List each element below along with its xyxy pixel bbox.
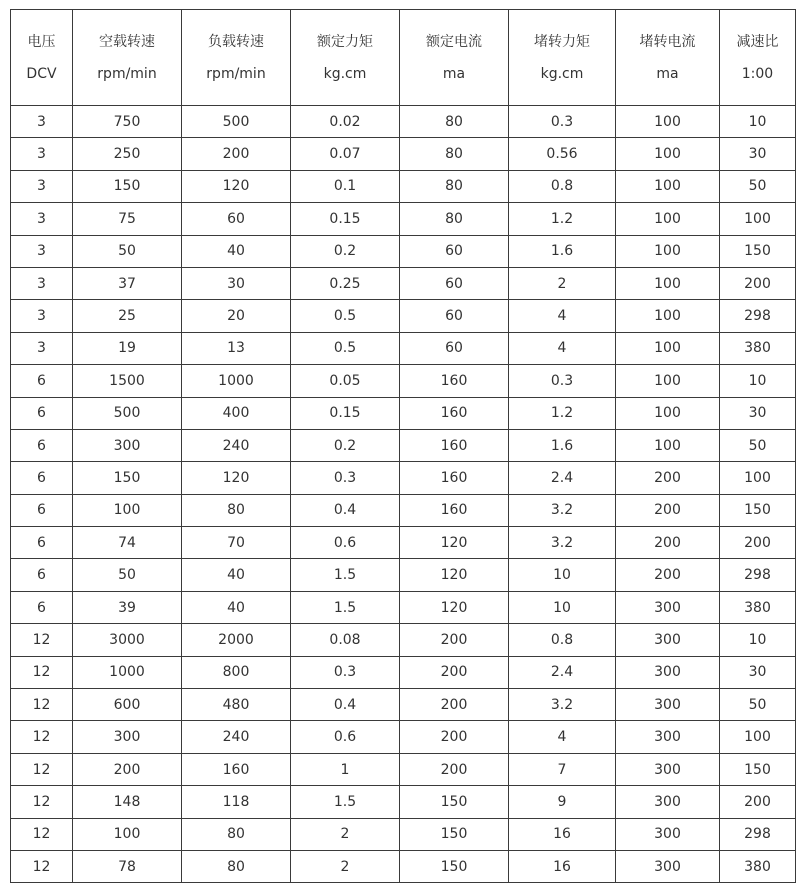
cell-no-load-speed: 1500 (73, 365, 182, 397)
cell-no-load-speed: 100 (73, 818, 182, 850)
cell-stall-torque: 3.2 (509, 494, 616, 526)
cell-rated-current: 160 (400, 365, 509, 397)
cell-stall-torque: 2.4 (509, 656, 616, 688)
cell-voltage: 3 (11, 300, 73, 332)
cell-reduction-ratio: 150 (720, 494, 796, 526)
cell-no-load-speed: 300 (73, 429, 182, 461)
cell-stall-torque: 3.2 (509, 689, 616, 721)
table-row (11, 721, 796, 753)
cell-rated-current: 160 (400, 397, 509, 429)
cell-load-speed: 400 (182, 397, 291, 429)
cell-no-load-speed: 150 (73, 170, 182, 202)
cell-rated-current: 150 (400, 786, 509, 818)
cell-load-speed: 13 (182, 332, 291, 364)
cell-no-load-speed: 100 (73, 494, 182, 526)
cell-rated-torque: 0.05 (291, 365, 400, 397)
cell-stall-current: 300 (616, 753, 720, 785)
cell-stall-current: 100 (616, 235, 720, 267)
cell-load-speed: 160 (182, 753, 291, 785)
cell-stall-current: 200 (616, 559, 720, 591)
cell-voltage: 6 (11, 429, 73, 461)
cell-voltage: 3 (11, 235, 73, 267)
cell-rated-current: 200 (400, 753, 509, 785)
cell-voltage: 12 (11, 721, 73, 753)
cell-voltage: 3 (11, 138, 73, 170)
cell-reduction-ratio: 298 (720, 300, 796, 332)
cell-stall-current: 100 (616, 332, 720, 364)
cell-load-speed: 60 (182, 203, 291, 235)
cell-reduction-ratio: 200 (720, 267, 796, 299)
cell-stall-torque: 16 (509, 818, 616, 850)
cell-reduction-ratio: 200 (720, 527, 796, 559)
cell-load-speed: 80 (182, 850, 291, 882)
cell-stall-torque: 10 (509, 559, 616, 591)
cell-reduction-ratio: 10 (720, 365, 796, 397)
cell-voltage: 6 (11, 397, 73, 429)
cell-rated-current: 200 (400, 689, 509, 721)
header-row (11, 10, 796, 106)
cell-load-speed: 80 (182, 818, 291, 850)
cell-stall-torque: 3.2 (509, 527, 616, 559)
cell-reduction-ratio: 100 (720, 721, 796, 753)
cell-stall-torque: 2.4 (509, 462, 616, 494)
table-row (11, 397, 796, 429)
cell-stall-torque: 0.56 (509, 138, 616, 170)
cell-no-load-speed: 50 (73, 559, 182, 591)
table-row (11, 462, 796, 494)
cell-rated-torque: 0.6 (291, 721, 400, 753)
cell-voltage: 12 (11, 753, 73, 785)
cell-load-speed: 800 (182, 656, 291, 688)
header-no-load-speed: 空载转速 rpm/min (73, 10, 182, 106)
cell-voltage: 3 (11, 203, 73, 235)
cell-voltage: 12 (11, 656, 73, 688)
cell-rated-torque: 2 (291, 850, 400, 882)
cell-reduction-ratio: 380 (720, 332, 796, 364)
cell-stall-torque: 10 (509, 591, 616, 623)
cell-no-load-speed: 75 (73, 203, 182, 235)
cell-no-load-speed: 39 (73, 591, 182, 623)
header-load-speed: 负载转速 rpm/min (182, 10, 291, 106)
cell-stall-current: 100 (616, 429, 720, 461)
table-row (11, 267, 796, 299)
cell-load-speed: 40 (182, 235, 291, 267)
motor-spec-table (10, 9, 796, 883)
cell-stall-torque: 1.6 (509, 235, 616, 267)
table-row (11, 818, 796, 850)
cell-voltage: 3 (11, 332, 73, 364)
cell-no-load-speed: 600 (73, 689, 182, 721)
cell-voltage: 6 (11, 527, 73, 559)
cell-stall-torque: 0.8 (509, 624, 616, 656)
table-row (11, 624, 796, 656)
cell-rated-torque: 2 (291, 818, 400, 850)
cell-rated-torque: 0.2 (291, 429, 400, 461)
cell-rated-current: 200 (400, 721, 509, 753)
cell-rated-current: 120 (400, 559, 509, 591)
cell-reduction-ratio: 30 (720, 397, 796, 429)
cell-reduction-ratio: 50 (720, 429, 796, 461)
cell-rated-torque: 1 (291, 753, 400, 785)
cell-rated-torque: 0.6 (291, 527, 400, 559)
cell-rated-current: 120 (400, 527, 509, 559)
cell-stall-torque: 9 (509, 786, 616, 818)
cell-rated-current: 60 (400, 332, 509, 364)
cell-no-load-speed: 19 (73, 332, 182, 364)
cell-rated-torque: 0.15 (291, 203, 400, 235)
cell-reduction-ratio: 298 (720, 818, 796, 850)
cell-stall-current: 200 (616, 527, 720, 559)
cell-rated-current: 60 (400, 267, 509, 299)
cell-rated-current: 200 (400, 656, 509, 688)
table-row (11, 753, 796, 785)
cell-rated-current: 80 (400, 106, 509, 138)
cell-rated-torque: 1.5 (291, 591, 400, 623)
cell-rated-torque: 0.3 (291, 462, 400, 494)
cell-no-load-speed: 500 (73, 397, 182, 429)
cell-voltage: 12 (11, 624, 73, 656)
cell-rated-torque: 0.3 (291, 656, 400, 688)
cell-rated-current: 60 (400, 300, 509, 332)
cell-rated-current: 120 (400, 591, 509, 623)
table-row (11, 786, 796, 818)
cell-load-speed: 80 (182, 494, 291, 526)
table-row (11, 559, 796, 591)
cell-no-load-speed: 78 (73, 850, 182, 882)
cell-reduction-ratio: 100 (720, 203, 796, 235)
cell-reduction-ratio: 30 (720, 656, 796, 688)
cell-stall-current: 100 (616, 138, 720, 170)
cell-voltage: 6 (11, 494, 73, 526)
header-rated-torque: 额定力矩 kg.cm (291, 10, 400, 106)
cell-no-load-speed: 250 (73, 138, 182, 170)
cell-load-speed: 118 (182, 786, 291, 818)
cell-rated-current: 80 (400, 170, 509, 202)
cell-no-load-speed: 37 (73, 267, 182, 299)
cell-no-load-speed: 750 (73, 106, 182, 138)
cell-reduction-ratio: 298 (720, 559, 796, 591)
cell-rated-torque: 0.5 (291, 332, 400, 364)
cell-voltage: 6 (11, 462, 73, 494)
cell-stall-current: 200 (616, 494, 720, 526)
cell-rated-torque: 0.07 (291, 138, 400, 170)
cell-voltage: 6 (11, 365, 73, 397)
cell-stall-current: 100 (616, 300, 720, 332)
cell-stall-current: 100 (616, 170, 720, 202)
table-row (11, 332, 796, 364)
cell-load-speed: 30 (182, 267, 291, 299)
cell-stall-torque: 7 (509, 753, 616, 785)
header-reduction-ratio: 减速比 1:00 (720, 10, 796, 106)
cell-stall-torque: 4 (509, 300, 616, 332)
cell-stall-current: 200 (616, 462, 720, 494)
header-stall-torque: 堵转力矩 kg.cm (509, 10, 616, 106)
cell-reduction-ratio: 10 (720, 624, 796, 656)
header-stall-current: 堵转电流 ma (616, 10, 720, 106)
cell-no-load-speed: 150 (73, 462, 182, 494)
cell-rated-current: 60 (400, 235, 509, 267)
cell-stall-torque: 16 (509, 850, 616, 882)
cell-load-speed: 2000 (182, 624, 291, 656)
table-row (11, 689, 796, 721)
cell-reduction-ratio: 200 (720, 786, 796, 818)
cell-load-speed: 120 (182, 462, 291, 494)
table-row (11, 527, 796, 559)
cell-voltage: 3 (11, 106, 73, 138)
cell-stall-torque: 2 (509, 267, 616, 299)
cell-rated-current: 160 (400, 462, 509, 494)
cell-reduction-ratio: 30 (720, 138, 796, 170)
table-header (11, 10, 796, 106)
cell-rated-torque: 1.5 (291, 786, 400, 818)
table-row (11, 656, 796, 688)
cell-voltage: 12 (11, 818, 73, 850)
cell-rated-current: 80 (400, 203, 509, 235)
table-body (11, 106, 796, 883)
cell-load-speed: 70 (182, 527, 291, 559)
cell-stall-current: 100 (616, 267, 720, 299)
cell-stall-current: 300 (616, 786, 720, 818)
cell-stall-torque: 0.3 (509, 365, 616, 397)
cell-reduction-ratio: 150 (720, 235, 796, 267)
cell-stall-torque: 1.2 (509, 397, 616, 429)
cell-stall-current: 100 (616, 106, 720, 138)
cell-load-speed: 480 (182, 689, 291, 721)
cell-no-load-speed: 300 (73, 721, 182, 753)
cell-rated-torque: 0.5 (291, 300, 400, 332)
cell-stall-torque: 4 (509, 721, 616, 753)
table-row (11, 591, 796, 623)
cell-stall-current: 100 (616, 365, 720, 397)
cell-rated-torque: 1.5 (291, 559, 400, 591)
table-row (11, 850, 796, 882)
cell-reduction-ratio: 150 (720, 753, 796, 785)
table-row (11, 203, 796, 235)
cell-no-load-speed: 3000 (73, 624, 182, 656)
cell-stall-torque: 1.2 (509, 203, 616, 235)
cell-voltage: 12 (11, 786, 73, 818)
cell-load-speed: 500 (182, 106, 291, 138)
cell-stall-current: 300 (616, 818, 720, 850)
cell-rated-current: 200 (400, 624, 509, 656)
cell-stall-torque: 1.6 (509, 429, 616, 461)
cell-no-load-speed: 50 (73, 235, 182, 267)
cell-rated-torque: 0.25 (291, 267, 400, 299)
cell-stall-current: 100 (616, 397, 720, 429)
cell-voltage: 3 (11, 267, 73, 299)
table-row (11, 138, 796, 170)
header-voltage: 电压 DCV (11, 10, 73, 106)
table-row (11, 494, 796, 526)
cell-no-load-speed: 25 (73, 300, 182, 332)
cell-rated-current: 80 (400, 138, 509, 170)
cell-voltage: 12 (11, 689, 73, 721)
cell-rated-torque: 0.1 (291, 170, 400, 202)
cell-rated-torque: 0.4 (291, 689, 400, 721)
cell-reduction-ratio: 50 (720, 170, 796, 202)
table-row (11, 300, 796, 332)
cell-rated-current: 160 (400, 494, 509, 526)
cell-reduction-ratio: 380 (720, 591, 796, 623)
cell-no-load-speed: 148 (73, 786, 182, 818)
table-row (11, 170, 796, 202)
table-row (11, 235, 796, 267)
cell-load-speed: 240 (182, 429, 291, 461)
cell-load-speed: 240 (182, 721, 291, 753)
cell-stall-current: 300 (616, 624, 720, 656)
table-row (11, 106, 796, 138)
cell-rated-current: 150 (400, 818, 509, 850)
cell-rated-torque: 0.15 (291, 397, 400, 429)
cell-stall-current: 300 (616, 850, 720, 882)
cell-rated-torque: 0.2 (291, 235, 400, 267)
cell-stall-torque: 0.8 (509, 170, 616, 202)
cell-voltage: 12 (11, 850, 73, 882)
cell-load-speed: 20 (182, 300, 291, 332)
cell-no-load-speed: 200 (73, 753, 182, 785)
cell-stall-torque: 4 (509, 332, 616, 364)
cell-stall-current: 300 (616, 721, 720, 753)
cell-reduction-ratio: 10 (720, 106, 796, 138)
cell-stall-current: 300 (616, 656, 720, 688)
cell-voltage: 6 (11, 591, 73, 623)
cell-no-load-speed: 74 (73, 527, 182, 559)
cell-rated-torque: 0.4 (291, 494, 400, 526)
cell-rated-current: 160 (400, 429, 509, 461)
table-row (11, 429, 796, 461)
cell-stall-current: 300 (616, 689, 720, 721)
cell-no-load-speed: 1000 (73, 656, 182, 688)
cell-rated-torque: 0.08 (291, 624, 400, 656)
cell-voltage: 6 (11, 559, 73, 591)
cell-stall-torque: 0.3 (509, 106, 616, 138)
cell-load-speed: 120 (182, 170, 291, 202)
cell-rated-torque: 0.02 (291, 106, 400, 138)
cell-rated-current: 150 (400, 850, 509, 882)
header-rated-current: 额定电流 ma (400, 10, 509, 106)
cell-load-speed: 40 (182, 591, 291, 623)
cell-reduction-ratio: 50 (720, 689, 796, 721)
cell-load-speed: 200 (182, 138, 291, 170)
cell-stall-current: 300 (616, 591, 720, 623)
cell-reduction-ratio: 100 (720, 462, 796, 494)
cell-voltage: 3 (11, 170, 73, 202)
cell-stall-current: 100 (616, 203, 720, 235)
cell-load-speed: 40 (182, 559, 291, 591)
cell-load-speed: 1000 (182, 365, 291, 397)
table-row (11, 365, 796, 397)
cell-reduction-ratio: 380 (720, 850, 796, 882)
